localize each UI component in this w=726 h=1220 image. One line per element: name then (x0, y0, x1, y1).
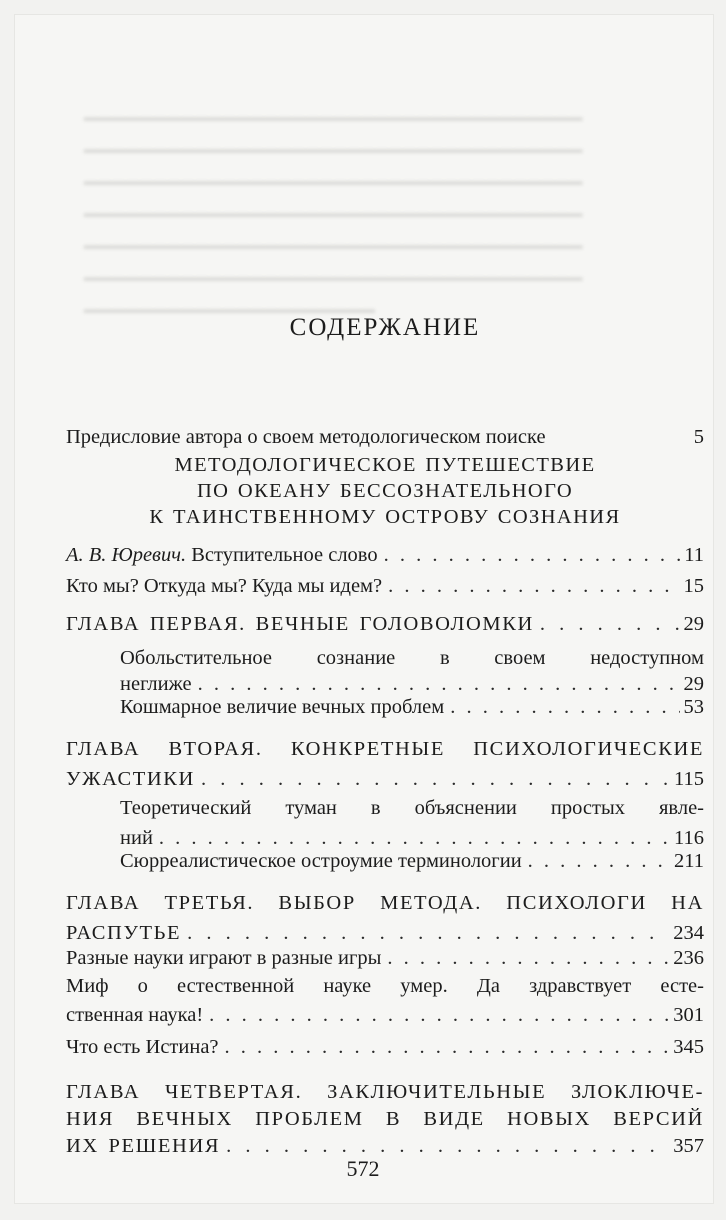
entry-text: Миф о естественной науке умер. Да здравствует есте- (66, 975, 704, 997)
leader-dots (540, 611, 680, 637)
chapter-title: УЖАСТИКИ (66, 768, 195, 790)
toc-chapter-4 (66, 1079, 704, 1159)
toc-section-2-2 (120, 848, 704, 874)
toc-chapter-3 (66, 890, 704, 946)
entry-text: ственная наука! (66, 1004, 204, 1026)
page-number: 5 (693, 426, 704, 448)
chapter-title: ГЛАВА ЧЕТВЕРТАЯ. ЗАКЛЮЧИТЕЛЬНЫЕ ЗЛОКЛЮЧЕ- (66, 1081, 704, 1103)
leader-dots (187, 920, 669, 946)
toc-entry-intro (66, 542, 704, 568)
page-number: 345 (673, 1036, 704, 1058)
chapter-title: ГЛАВА ТРЕТЬЯ. ВЫБОР МЕТОДА. ПСИХОЛОГИ НА (66, 892, 704, 914)
entry-text: неглиже (120, 673, 192, 695)
toc-section-3-3 (66, 1034, 704, 1060)
entry-text: Разные науки играют в разные игры (66, 947, 382, 969)
leader-dots (450, 694, 679, 720)
page-number: 11 (684, 544, 704, 566)
leader-dots (225, 1034, 670, 1060)
chapter-title: ГЛАВА ПЕРВАЯ. ВЕЧНЫЕ ГОЛОВОЛОМКИ (66, 613, 534, 635)
toc-section-3-2 (66, 973, 704, 1028)
entry-author: А. В. Юревич. (66, 544, 187, 566)
page-folio: 572 (346, 1156, 380, 1181)
page-number: 357 (673, 1135, 704, 1157)
leader-dots (201, 766, 670, 792)
page-number: 29 (683, 613, 704, 635)
chapter-title: ИХ РЕШЕНИЯ (66, 1135, 221, 1157)
entry-text: Сюрреалистическое остроумие терминологии (120, 850, 522, 872)
toc-entry-who (66, 573, 704, 599)
page-number: 301 (673, 1004, 704, 1026)
entry-text: Кто мы? Откуда мы? Куда мы идем? (66, 575, 383, 597)
entry-text: Кошмарное величие вечных проблем (120, 696, 445, 718)
page-number: 15 (683, 575, 704, 597)
page-number: 236 (673, 947, 704, 969)
leader-dots (209, 1002, 669, 1028)
toc-section-2-1 (120, 795, 704, 851)
page-number: 116 (674, 827, 704, 849)
toc-section-3-1 (66, 945, 704, 971)
entry-text: Вступительное слово (186, 544, 378, 566)
leader-dots (528, 848, 670, 874)
part-heading-line: К ТАИНСТВЕННОМУ ОСТРОВУ СОЗНАНИЯ (149, 506, 621, 528)
page-number: 29 (683, 673, 704, 695)
toc-section-1-1 (120, 645, 704, 697)
entry-text: Предисловие автора о своем методологическом поиске (66, 426, 546, 448)
toc-chapter-2 (66, 736, 704, 792)
part-heading-line: ПО ОКЕАНУ БЕССОЗНАТЕЛЬНОГО (196, 480, 574, 502)
page-number: 211 (674, 850, 704, 872)
toc-entry-preface (66, 424, 704, 450)
contents-heading: СОДЕРЖАНИЕ (289, 314, 481, 341)
leader-dots (384, 542, 681, 568)
chapter-title: НИЯ ВЕЧНЫХ ПРОБЛЕМ В ВИДЕ НОВЫХ ВЕРСИЙ (66, 1108, 704, 1130)
part-heading (66, 452, 704, 530)
page-number: 115 (674, 768, 704, 790)
chapter-title: РАСПУТЬЕ (66, 922, 182, 944)
entry-text: Теоретический туман в объяснении простых явле- (120, 797, 704, 819)
page-number: 53 (683, 696, 704, 718)
entry-text: Обольстительное сознание в своем недоступном (120, 647, 704, 669)
leader-dots (387, 945, 669, 971)
leader-dots (388, 573, 679, 599)
page-number: 234 (673, 922, 704, 944)
toc-chapter-1 (66, 611, 704, 637)
entry-text: Что есть Истина? (66, 1036, 219, 1058)
show-through-text: ━━━━━━━━━━━━━━━━━━━━━━━━━━━━━━━━━━━━ ━━━━━━━━━━━━━━━━━━━━━━━━━━━━━━━━━━━━ ━━━━━━━━━━━━━━━━━━━━━━━━━━━━━━━━━━━━ ━━━━━━━━━━━━━━━━━━━━━━━━━━━━━━━━━━━━ ━━━━━━━━━━━━━━━━━━━━━━━━━━━━━━━━━━━━ ━━━━━━━━━━━━━━━━━━━━━━━━━━━━━━━━━━━━ ━━━━━━━━━━━━━━━━━━━━━ (84, 107, 583, 324)
entry-text: ний (120, 827, 153, 849)
part-heading-line: МЕТОДОЛОГИЧЕСКОЕ ПУТЕШЕСТВИЕ (174, 454, 596, 476)
toc-section-1-2 (120, 694, 704, 720)
chapter-title: ГЛАВА ВТОРАЯ. КОНКРЕТНЫЕ ПСИХОЛОГИЧЕСКИЕ (66, 738, 704, 760)
